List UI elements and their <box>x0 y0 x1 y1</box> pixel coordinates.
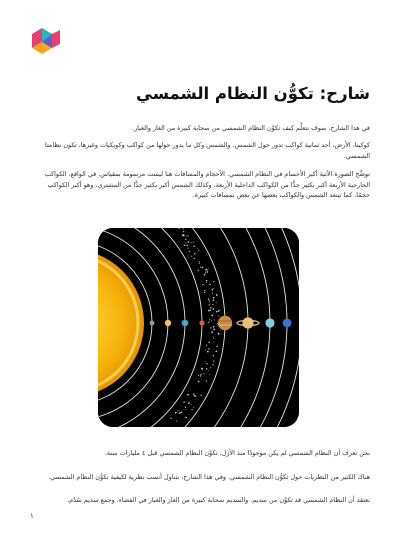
planet-jupiter <box>218 316 232 330</box>
asteroid <box>209 321 210 322</box>
asteroid <box>191 256 192 257</box>
asteroid <box>213 326 215 328</box>
asteroid <box>210 307 211 308</box>
asteroid <box>204 373 205 374</box>
asteroid <box>213 360 214 361</box>
asteroid <box>213 288 214 289</box>
asteroid <box>188 403 189 404</box>
asteroid <box>212 289 214 291</box>
asteroid <box>193 246 194 247</box>
asteroid <box>216 351 218 353</box>
planet-mercury <box>150 321 155 326</box>
planet-mars <box>199 320 204 325</box>
asteroid <box>206 380 207 381</box>
asteroid <box>213 337 214 338</box>
asteroid <box>208 348 209 349</box>
document-title: شارح: تكوُّن النظام الشمسي <box>136 84 370 103</box>
asteroid <box>176 421 177 422</box>
asteroid <box>202 284 203 285</box>
asteroid <box>213 329 215 331</box>
asteroid <box>210 327 211 328</box>
asteroid <box>201 368 203 370</box>
asteroid <box>213 313 214 314</box>
asteroid <box>210 367 211 368</box>
asteroid <box>210 310 211 311</box>
asteroid <box>198 381 200 383</box>
asteroid <box>186 409 187 410</box>
asteroid <box>187 394 189 396</box>
asteroid <box>207 272 208 273</box>
asteroid <box>191 242 192 243</box>
asteroid <box>200 375 201 376</box>
page-number: ١ <box>30 512 34 520</box>
asteroid <box>208 268 209 269</box>
asteroid <box>188 241 190 243</box>
asteroid <box>193 407 194 408</box>
planet-neptune <box>283 319 292 328</box>
asteroid <box>210 284 211 285</box>
asteroid <box>208 298 209 299</box>
brand-logo <box>30 26 62 54</box>
asteroid <box>200 267 201 268</box>
asteroid <box>206 282 207 283</box>
asteroid <box>183 231 184 232</box>
asteroid <box>183 402 184 403</box>
asteroid <box>187 235 188 236</box>
asteroid <box>204 274 206 276</box>
asteroid <box>212 309 213 310</box>
asteroid <box>194 258 195 259</box>
asteroid <box>170 418 171 419</box>
asteroid <box>216 302 217 303</box>
asteroid <box>209 300 210 301</box>
asteroid <box>208 370 209 371</box>
asteroid <box>214 320 215 321</box>
asteroid <box>211 315 213 317</box>
planet-saturn <box>242 317 253 328</box>
asteroid <box>206 344 207 345</box>
asteroid <box>211 331 213 333</box>
asteroid <box>205 290 206 291</box>
asteroid <box>206 368 208 370</box>
asteroid <box>197 248 198 249</box>
asteroid <box>184 235 185 236</box>
asteroid <box>213 281 214 282</box>
asteroid <box>182 234 184 236</box>
planet-uranus <box>265 318 274 327</box>
paragraph-origin: نحن نعرف أن النظام الشمسي لم يكن موجودًا منذ الأزل. تكوَّن النظام الشمسي قبل ٤ مليارات سنة. <box>104 449 370 457</box>
asteroid <box>185 417 187 419</box>
asteroid <box>211 320 212 321</box>
asteroid <box>191 409 192 410</box>
asteroid <box>184 245 186 247</box>
asteroid <box>185 407 186 408</box>
asteroid <box>189 251 190 252</box>
asteroid <box>180 411 182 413</box>
asteroid <box>217 345 218 346</box>
asteroid <box>205 272 206 273</box>
asteroid <box>205 270 206 271</box>
asteroid <box>218 310 220 312</box>
asteroid <box>193 393 195 395</box>
asteroid <box>213 300 215 302</box>
asteroid <box>212 304 213 305</box>
asteroid <box>198 250 199 251</box>
asteroid <box>209 284 210 285</box>
asteroid <box>179 413 181 415</box>
asteroid <box>218 333 220 335</box>
asteroid <box>198 270 199 271</box>
asteroid <box>200 394 201 395</box>
asteroid <box>206 280 208 282</box>
asteroid <box>208 304 209 305</box>
asteroid <box>212 293 213 294</box>
asteroid <box>208 342 209 343</box>
asteroid <box>216 311 218 313</box>
asteroid <box>195 396 196 397</box>
asteroid <box>205 361 206 362</box>
paragraph-intro: في هذا الشارح، سوف نتعلَّم كيف تكوَّن النظام الشمسي من سحابة كبيرة من الغاز والغبار. <box>132 124 370 132</box>
asteroid <box>208 310 210 312</box>
asteroid <box>209 374 210 375</box>
planet-venus <box>165 320 171 326</box>
asteroid <box>207 271 208 272</box>
asteroid <box>189 402 190 403</box>
asteroid <box>212 364 213 365</box>
asteroid <box>186 245 188 247</box>
asteroid <box>193 242 194 243</box>
paragraph-theories: هناك الكثير من النظريات حول تكوُّن النظام الشمسي. وفي هذا الشارح، نتناول أنسب نظرية لكيفية تكوُّن النظام الشمسي. <box>48 473 370 481</box>
asteroid <box>177 410 178 411</box>
asteroid <box>213 338 214 339</box>
asteroid <box>185 242 186 243</box>
paragraph-earth: كوكبنا، الأرض، أحد ثمانية كواكب تدور حول الشمس. والشمس وكل ما يدور حولها من كواكب وكويكبات وغيرها، تكون نظامنا الشمسي. <box>45 141 370 160</box>
paragraph-figure-description: توضِّح الصورة الآتية أكبر الأجسام في النظام الشمسي. الأحجام والمسافات هنا ليست مرسومة بمقياس. في الواقع، الكواكب الخارجية الأربعة أكبر بكثير جدًّا من الكواكب الداخلية الأربعة، وكذلك الشمس أكبر بكثير جدًّا من المشتري، وهو أكبر الكواكب حجمًا. كما تبتعد الشمس والكواكب بعضها عن بعض بمسافات كبيرة. <box>44 170 370 199</box>
solar-system-illustration <box>98 228 299 427</box>
asteroid <box>216 294 218 296</box>
planet-earth-land <box>183 321 186 324</box>
asteroid <box>201 374 202 375</box>
asteroid <box>202 267 204 269</box>
asteroid <box>204 285 205 286</box>
asteroid <box>213 355 214 356</box>
solar-system-svg <box>98 228 299 427</box>
asteroid <box>186 236 187 237</box>
asteroid <box>207 351 209 353</box>
asteroid <box>213 297 215 299</box>
asteroid <box>194 253 195 254</box>
asteroid <box>205 350 206 351</box>
asteroid <box>199 261 200 262</box>
asteroid <box>209 319 210 320</box>
asteroid <box>191 404 192 405</box>
asteroid <box>204 292 205 293</box>
asteroid <box>199 263 200 264</box>
asteroid <box>185 239 186 240</box>
paragraph-nebula: نعتقد أن النظام الشمسي قد تكوَّن من سديم. والسديم سحابة كبيرة من الغاز والغبار في الفضاء، وجمع سديم سُدُم. <box>67 496 370 504</box>
asteroid <box>218 315 219 316</box>
asteroid <box>183 228 184 229</box>
asteroid <box>198 375 199 376</box>
asteroid <box>206 363 207 364</box>
asteroid <box>175 412 177 414</box>
asteroid <box>208 322 209 323</box>
asteroid <box>187 248 188 249</box>
